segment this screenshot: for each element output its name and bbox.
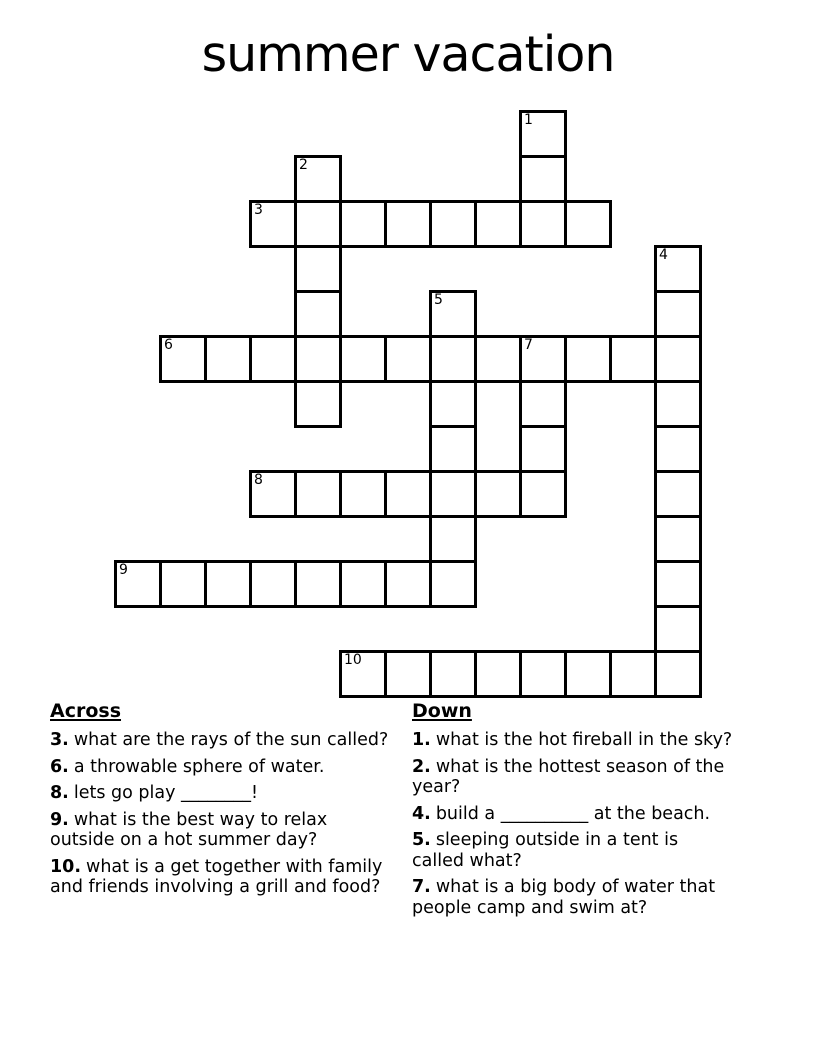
down-heading: Down bbox=[412, 700, 472, 722]
grid-cell[interactable] bbox=[519, 200, 567, 248]
grid-cell[interactable] bbox=[654, 515, 702, 563]
clue-across-6 bbox=[50, 757, 395, 778]
cell-number: 5 bbox=[434, 292, 443, 308]
clue-number: 5. bbox=[412, 830, 431, 850]
grid-cell[interactable] bbox=[519, 650, 567, 698]
grid-cell[interactable] bbox=[519, 155, 567, 203]
clue-down-7 bbox=[412, 877, 734, 918]
clue-down-5 bbox=[412, 830, 734, 871]
grid-cell[interactable] bbox=[294, 245, 342, 293]
grid-cell[interactable] bbox=[654, 560, 702, 608]
grid-cell[interactable] bbox=[114, 560, 162, 608]
clue-across-3 bbox=[50, 730, 395, 751]
grid-cell[interactable] bbox=[474, 200, 522, 248]
grid-cell[interactable] bbox=[474, 335, 522, 383]
grid-cell[interactable] bbox=[654, 335, 702, 383]
grid-cell[interactable] bbox=[339, 335, 387, 383]
clue-text: sleeping outside in a tent is called what? bbox=[412, 830, 679, 871]
clue-number: 2. bbox=[412, 756, 431, 777]
grid-cell[interactable] bbox=[384, 335, 432, 383]
grid-cell[interactable] bbox=[339, 200, 387, 248]
grid-cell[interactable] bbox=[474, 470, 522, 518]
grid-cell[interactable] bbox=[474, 650, 522, 698]
grid-cell[interactable] bbox=[429, 200, 477, 248]
cell-number: 4 bbox=[659, 247, 668, 263]
grid-cell[interactable] bbox=[159, 335, 207, 383]
clue-text: what is the hottest season of the year? bbox=[412, 756, 725, 797]
cell-number: 2 bbox=[299, 157, 308, 173]
grid-cell[interactable] bbox=[654, 650, 702, 698]
clue-number: 8. bbox=[50, 783, 69, 803]
across-section bbox=[50, 700, 395, 904]
grid-cell[interactable] bbox=[519, 470, 567, 518]
grid-cell[interactable] bbox=[384, 560, 432, 608]
clue-number: 4. bbox=[412, 803, 431, 824]
clue-text: build a __________ at the beach. bbox=[435, 803, 711, 824]
grid-cell[interactable] bbox=[654, 380, 702, 428]
grid-cell[interactable] bbox=[294, 380, 342, 428]
grid-cell[interactable] bbox=[609, 650, 657, 698]
grid-cell[interactable] bbox=[429, 290, 477, 338]
cell-number: 3 bbox=[254, 202, 263, 218]
clue-text: what is a big body of water that people camp and swim at? bbox=[412, 877, 716, 918]
clue-text: lets go play ________! bbox=[73, 783, 259, 803]
grid-cell[interactable] bbox=[339, 560, 387, 608]
grid-cell[interactable] bbox=[294, 560, 342, 608]
cell-number: 10 bbox=[344, 652, 362, 668]
grid-cell[interactable] bbox=[384, 470, 432, 518]
grid-cell[interactable] bbox=[384, 650, 432, 698]
grid-cell[interactable] bbox=[294, 290, 342, 338]
grid-cell[interactable] bbox=[429, 515, 477, 563]
down-section bbox=[412, 700, 734, 924]
clue-number: 1. bbox=[412, 730, 431, 750]
grid-cell[interactable] bbox=[429, 335, 477, 383]
clue-number: 10. bbox=[50, 856, 82, 877]
grid-cell[interactable] bbox=[429, 650, 477, 698]
clue-number: 9. bbox=[50, 809, 69, 830]
grid-cell[interactable] bbox=[654, 425, 702, 473]
grid-cell[interactable] bbox=[654, 470, 702, 518]
clue-number: 7. bbox=[412, 877, 431, 897]
grid-cell[interactable] bbox=[249, 200, 297, 248]
grid-cell[interactable] bbox=[294, 335, 342, 383]
crossword-grid bbox=[114, 110, 702, 698]
grid-cell[interactable] bbox=[654, 605, 702, 653]
grid-cell[interactable] bbox=[339, 470, 387, 518]
grid-cell[interactable] bbox=[294, 200, 342, 248]
grid-cell[interactable] bbox=[654, 290, 702, 338]
grid-cell[interactable] bbox=[384, 200, 432, 248]
grid-cell[interactable] bbox=[654, 245, 702, 293]
across-heading: Across bbox=[50, 700, 122, 722]
grid-cell[interactable] bbox=[429, 560, 477, 608]
clue-down-1 bbox=[412, 730, 734, 751]
cell-number: 9 bbox=[119, 562, 128, 578]
clue-across-10 bbox=[50, 857, 395, 898]
grid-cell[interactable] bbox=[429, 425, 477, 473]
grid-cell[interactable] bbox=[564, 200, 612, 248]
grid-cell[interactable] bbox=[519, 110, 567, 158]
cell-number: 8 bbox=[254, 472, 263, 488]
grid-cell[interactable] bbox=[609, 335, 657, 383]
clue-text: what is a get together with family and friends involving a grill and food? bbox=[50, 856, 383, 897]
clue-text: what is the best way to relax outside on a hot summer day? bbox=[50, 809, 328, 850]
grid-cell[interactable] bbox=[519, 380, 567, 428]
grid-cell[interactable] bbox=[204, 560, 252, 608]
grid-cell[interactable] bbox=[339, 650, 387, 698]
grid-cell[interactable] bbox=[204, 335, 252, 383]
puzzle-title: summer vacation bbox=[201, 26, 615, 83]
clue-text: what are the rays of the sun called? bbox=[73, 730, 389, 750]
cell-number: 7 bbox=[524, 337, 533, 353]
grid-cell[interactable] bbox=[249, 335, 297, 383]
grid-cell[interactable] bbox=[564, 650, 612, 698]
grid-cell[interactable] bbox=[519, 425, 567, 473]
clue-number: 3. bbox=[50, 730, 69, 750]
grid-cell[interactable] bbox=[159, 560, 207, 608]
clue-down-2 bbox=[412, 757, 734, 798]
clue-text: what is the hot fireball in the sky? bbox=[435, 730, 733, 750]
cell-number: 6 bbox=[164, 337, 173, 353]
grid-cell[interactable] bbox=[564, 335, 612, 383]
grid-cell[interactable] bbox=[294, 470, 342, 518]
clue-number: 6. bbox=[50, 756, 69, 777]
grid-cell[interactable] bbox=[249, 560, 297, 608]
clue-across-9 bbox=[50, 810, 395, 851]
grid-cell[interactable] bbox=[429, 380, 477, 428]
cell-number: 1 bbox=[524, 112, 533, 128]
grid-cell[interactable] bbox=[519, 335, 567, 383]
clue-text: a throwable sphere of water. bbox=[73, 756, 325, 777]
grid-cell[interactable] bbox=[294, 155, 342, 203]
grid-cell[interactable] bbox=[429, 470, 477, 518]
grid-cell[interactable] bbox=[249, 470, 297, 518]
clue-down-4 bbox=[412, 804, 734, 825]
clue-across-8 bbox=[50, 783, 395, 804]
